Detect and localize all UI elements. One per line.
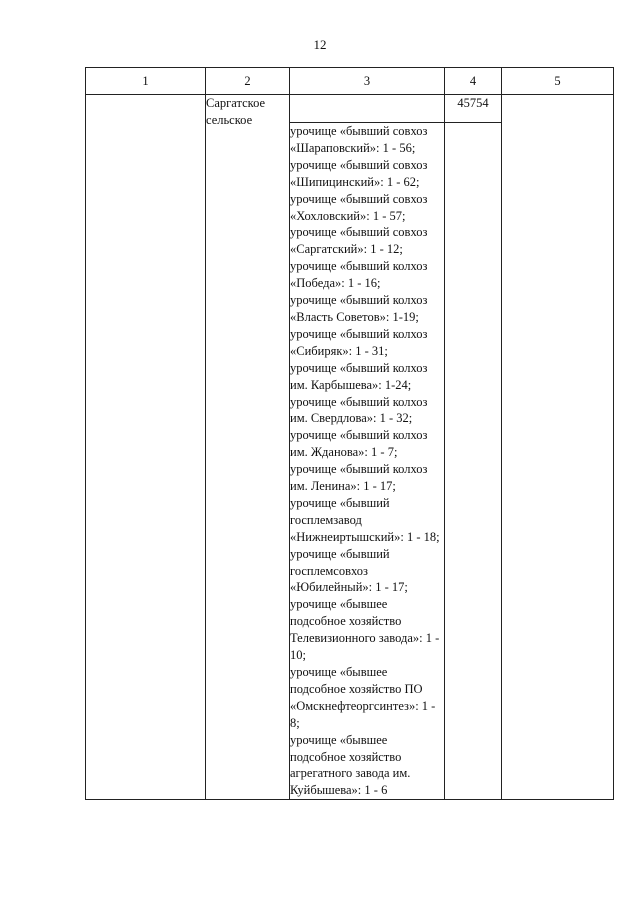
- tract-item: урочище «бывший госплемсовхоз «Юбилейный»: 1 - 17;: [290, 546, 408, 595]
- tract-item: урочище «бывший совхоз «Хохловский»: 1 - 57;: [290, 191, 428, 223]
- tract-item: урочище «бывший колхоз им. Карбышева»: 1-24;: [290, 360, 428, 392]
- column-header-5: 5: [502, 68, 614, 95]
- column-header-4: 4: [445, 68, 502, 95]
- tract-item: урочище «бывший колхоз им. Жданова»: 1 - 7;: [290, 428, 428, 460]
- tract-item: урочище «бывший колхоз «Сибиряк»: 1 - 31;: [290, 326, 428, 358]
- settlement-name: Саргатское сельское: [206, 95, 290, 800]
- tract-item: урочище «бывший госплемзавод «Нижнеиртышский»: 1 - 18;: [290, 495, 440, 544]
- tract-item: урочище «бывшее подсобное хозяйство Телевизионного завода»: 1 - 10;: [290, 597, 440, 663]
- cell-col3-empty: [290, 95, 445, 123]
- tract-item: урочище «бывший совхоз «Саргатский»: 1 - 12;: [290, 225, 428, 257]
- tract-item: урочище «бывший колхоз «Власть Советов»: 1-19;: [290, 293, 428, 324]
- tract-item: урочище «бывший колхоз им. Свердлова»: 1 - 32;: [290, 394, 428, 426]
- table-header-row: [86, 68, 614, 95]
- page-number: 12: [313, 37, 327, 52]
- cell-col4-empty: [445, 123, 502, 800]
- tract-item: урочище «бывший колхоз «Победа»: 1 - 16;: [290, 259, 428, 291]
- table-row: [86, 95, 614, 123]
- settlement-code: 45754: [445, 95, 502, 123]
- cell-col5: [502, 95, 614, 800]
- tract-item: урочище «бывшее подсобное хозяйство агрегатного завода им. Куйбышева»: 1 - 6: [290, 732, 411, 798]
- tract-item: урочище «бывший колхоз им. Ленина»: 1 - 17;: [290, 462, 428, 494]
- tract-item: урочище «бывший совхоз «Шараповский»: 1 - 56;: [290, 124, 428, 155]
- column-header-1: 1: [86, 68, 206, 95]
- settlements-table: [85, 67, 614, 800]
- tract-item: урочище «бывший совхоз «Шипицинский»: 1 - 62;: [290, 157, 428, 189]
- column-header-3: 3: [290, 68, 445, 95]
- tract-item: урочище «бывшее подсобное хозяйство ПО «Омскнефтеоргсинтез»: 1 - 8;: [290, 665, 436, 730]
- cell-col1: [86, 95, 206, 800]
- tract-list: [290, 123, 445, 800]
- column-header-2: 2: [206, 68, 290, 95]
